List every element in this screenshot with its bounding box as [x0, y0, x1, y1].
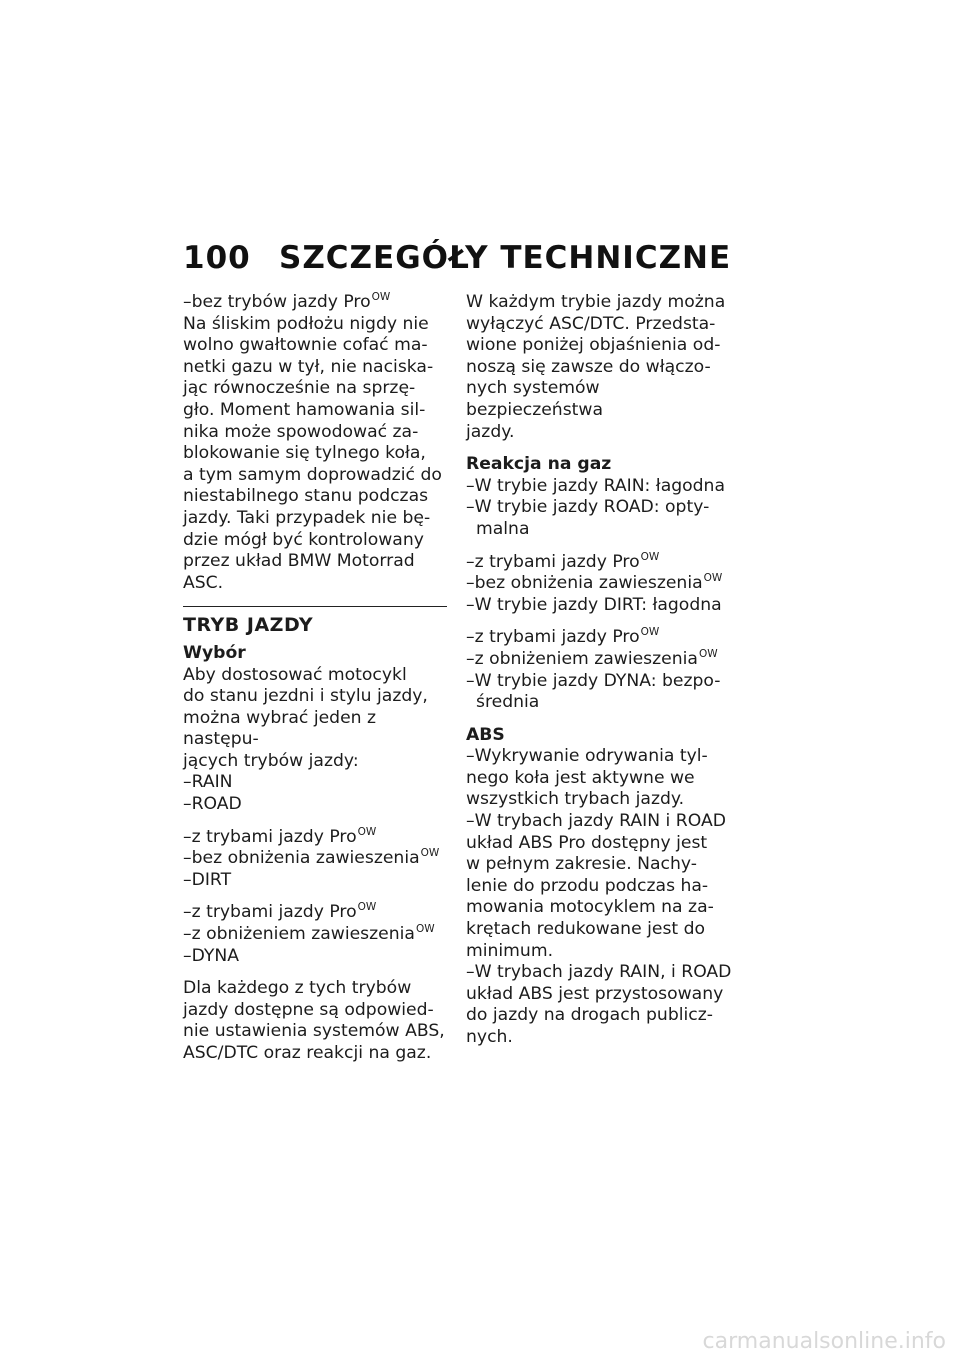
list-item: –Wykrywanie odrywania tyl- nego koła jest aktywne we wszystkich trybach jazdy.	[466, 746, 708, 810]
page-number: 100	[183, 240, 251, 276]
throttle-list	[466, 476, 738, 541]
throttle-group-dirt	[466, 552, 738, 617]
list-item: –z trybami jazdy Pro$^{OW}$	[466, 550, 660, 572]
list-item: –W trybach jazdy RAIN, i ROAD układ ABS jest przystosowany do jazdy na drogach publicz- nych.	[466, 962, 732, 1047]
list-item: –z trybami jazdy Pro$^{OW}$	[183, 901, 377, 923]
list-item: malna	[476, 518, 530, 539]
list-item: –DIRT	[183, 869, 232, 890]
left-column	[183, 292, 455, 1065]
warning-paragraph: Na śliskim podłożu nigdy nie wolno gwałtownie cofać ma- netki gazu w tył, nie naciska- jąc równocześnie na sprzę- gło. Moment hamowania sil- nika może spowodować za- blokowanie się tylnego koła, a tym samym doprowadzić do niestabilnego stanu podczas jazdy. Taki przypadek nie bę- dzie mógł być kontrolowany przez układ BMW Motorrad ASC.	[183, 313, 442, 593]
ow-marker: OW	[371, 291, 391, 303]
list-item: –W trybach jazdy RAIN i ROAD układ ABS Pro dostępny jest w pełnym zakresie. Nachy- lenie do przodu podczas ha- mowania motocyklem na za- krętach redukowane jest do minimum.	[466, 811, 726, 961]
list-item: –bez trybów jazdy Pro$^{OW}$	[183, 291, 391, 312]
abs-title: ABS	[466, 724, 505, 745]
intro-paragraph: W każdym trybie jazdy można wyłączyć ASC/DTC. Przedsta- wione poniżej objaśnienia od- noszą się zawsze do włączo- nych systemów bezpieczeństwa jazdy.	[466, 292, 726, 442]
mode-group-dyna	[183, 902, 455, 967]
section-title: TRYB JAZDY	[183, 614, 314, 637]
list-item: –ROAD	[183, 794, 242, 815]
throttle-group-dyna	[466, 627, 738, 713]
list-item: –W trybie jazdy DYNA: bezpo-	[466, 670, 721, 691]
list-item: –W trybie jazdy DIRT: łagodna	[466, 594, 722, 615]
list-item: –DYNA	[183, 945, 240, 966]
list-item: średnia	[476, 692, 540, 713]
list-item: –W trybie jazdy RAIN: łagodna	[466, 475, 725, 496]
abs-list	[466, 746, 738, 1048]
right-column	[466, 292, 738, 1049]
section-divider	[183, 606, 447, 607]
throttle-title: Reakcja na gaz	[466, 454, 612, 475]
list-item: –z trybami jazdy Pro$^{OW}$	[466, 626, 660, 648]
list-item: –z obniżeniem zawieszenia$^{OW}$	[183, 923, 435, 945]
mode-list	[183, 772, 455, 815]
list-item: –W trybie jazdy ROAD: opty-	[466, 497, 710, 518]
closing-paragraph: Dla każdego z tych trybów jazdy dostępne są odpowied- nie ustawienia systemów ABS, ASC/DTC oraz reakcji na gaz.	[183, 978, 445, 1063]
selection-paragraph: Aby dostosować motocykl do stanu jezdni i stylu jazdy, można wybrać jeden z następu- jących trybów jazdy:	[183, 664, 428, 771]
list-item: –RAIN	[183, 772, 233, 793]
list-item: –z obniżeniem zawieszenia$^{OW}$	[466, 647, 718, 669]
subsection-title: Wybór	[183, 642, 246, 663]
list-item: –bez obniżenia zawieszenia$^{OW}$	[466, 572, 723, 594]
watermark: carmanualsonline.info	[702, 1329, 946, 1354]
list-item: –bez obniżenia zawieszenia$^{OW}$	[183, 847, 440, 869]
mode-group-dirt	[183, 827, 455, 892]
page-header	[183, 240, 731, 276]
page-title: SZCZEGÓŁY TECHNICZNE	[279, 240, 732, 276]
list-item: –z trybami jazdy Pro$^{OW}$	[183, 825, 377, 847]
